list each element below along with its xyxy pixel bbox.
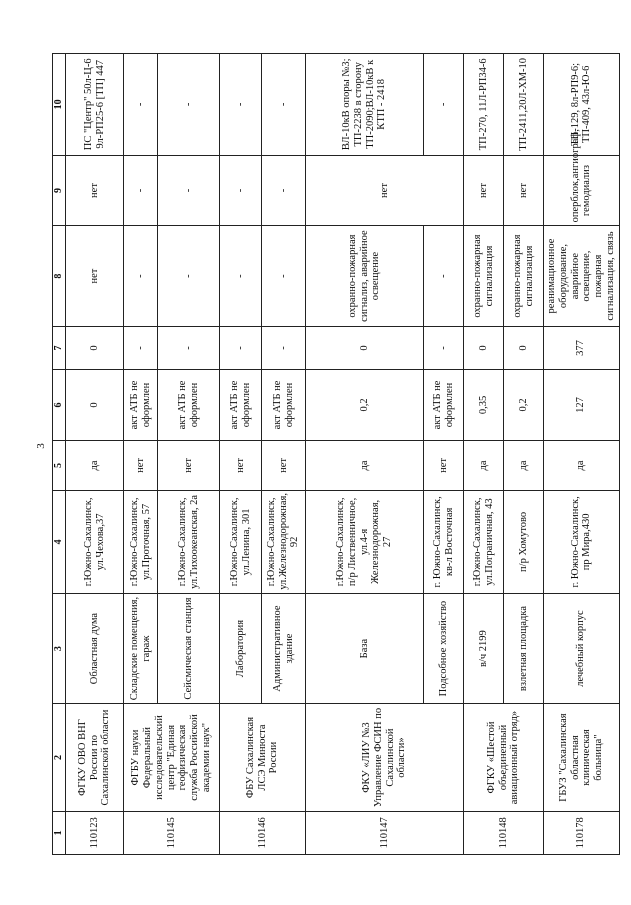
col-header: 6 xyxy=(53,370,66,441)
cell: - xyxy=(158,54,220,156)
cell: - xyxy=(158,326,220,369)
cell: ГБУЗ "Сахалинская областная клиническая больница" xyxy=(544,704,620,811)
cell: акт АТБ не оформлен xyxy=(158,370,220,441)
cell: - xyxy=(158,226,220,326)
cell: п/р Хомутово xyxy=(504,491,544,594)
cell: - xyxy=(262,226,306,326)
cell: Сейсмическая станция xyxy=(158,593,220,704)
cell: г.Южно-Сахалинск, ул.Пограничная, 43 xyxy=(464,491,504,594)
cell: да xyxy=(66,440,124,490)
cell: - xyxy=(124,226,158,326)
cell: да xyxy=(306,440,424,490)
cell: охранно-пожарная сигнализация xyxy=(464,226,504,326)
cell: Лаборатория xyxy=(220,593,262,704)
col-header: 4 xyxy=(53,491,66,594)
cell: ФБУ Сахалинская ЛСЭ Минюста России xyxy=(220,704,306,811)
cell: 0 xyxy=(66,370,124,441)
cell: 0,35 xyxy=(464,370,504,441)
cell: - xyxy=(124,155,158,226)
table-row xyxy=(66,54,124,855)
cell: в/ч 2199 xyxy=(464,593,504,704)
cell: нет xyxy=(504,155,544,226)
registry-table xyxy=(52,53,620,855)
cell: 127 xyxy=(544,370,620,441)
cell: - xyxy=(424,326,464,369)
cell: г. Южно-Сахалинск, пр Мира,430 xyxy=(544,491,620,594)
cell: акт АТБ не оформлен xyxy=(220,370,262,441)
cell: ТП-129, 8л-РП9-6; ТП-409, 43л-Ю-6 xyxy=(544,54,620,156)
cell: Административное здание xyxy=(262,593,306,704)
cell: да xyxy=(544,440,620,490)
cell: г.Южно-Сахалинск, ул.Проточная, 57 xyxy=(124,491,158,594)
cell: 377 xyxy=(544,326,620,369)
cell: - xyxy=(424,54,464,156)
table-row xyxy=(464,54,504,855)
col-header: 8 xyxy=(53,226,66,326)
cell: - xyxy=(262,54,306,156)
cell: База xyxy=(306,593,424,704)
cell: 110146 xyxy=(220,811,306,854)
col-header: 3 xyxy=(53,593,66,704)
cell: 0,2 xyxy=(306,370,424,441)
cell: ПС "Центр" 50л-Ц-6 9л-РП25-6 [ТП] 447 xyxy=(66,54,124,156)
col-header: 5 xyxy=(53,440,66,490)
cell: г.Южно-Сахалинск, ул.Железнодорожная, 92 xyxy=(262,491,306,594)
cell: взлетная площадка xyxy=(504,593,544,704)
cell: ТП-270, 11Л-РП34-6 xyxy=(464,54,504,156)
cell: ФГБУ науки Федеральный исследовательский центр "Единая геофизическая служба Российской академии наук" xyxy=(124,704,220,811)
cell: г.Южно-Сахалинск, п/р Лиственничное, ул.4-я Железнодорожная, 27 xyxy=(306,491,424,594)
cell: г.Южно-Сахалинск, ул.Тихоокеанская, 2а xyxy=(158,491,220,594)
cell: Складские помещения, гараж xyxy=(124,593,158,704)
cell: 0 xyxy=(66,326,124,369)
cell: Подсобное хозяйство xyxy=(424,593,464,704)
cell: 110178 xyxy=(544,811,620,854)
cell: оперблок,ангиограф, гемодиализ xyxy=(544,155,620,226)
col-header: 7 xyxy=(53,326,66,369)
cell: - xyxy=(124,54,158,156)
cell: нет xyxy=(158,440,220,490)
cell: нет xyxy=(262,440,306,490)
table-row xyxy=(544,54,620,855)
cell: акт АТБ не оформлен xyxy=(424,370,464,441)
cell: охранно-пожарная сигнализ, аварийное освещение xyxy=(306,226,424,326)
header-row xyxy=(53,54,66,855)
cell: 110123 xyxy=(66,811,124,854)
cell: акт АТБ не оформлен xyxy=(262,370,306,441)
cell: 110145 xyxy=(124,811,220,854)
cell: нет xyxy=(464,155,504,226)
cell: лечебный корпус xyxy=(544,593,620,704)
cell: Областная дума xyxy=(66,593,124,704)
cell: - xyxy=(424,226,464,326)
rotated-table-container xyxy=(52,53,616,855)
cell: нет xyxy=(424,440,464,490)
cell: ФГКУ ОВО ВНГ России по Сахалинской области xyxy=(66,704,124,811)
cell: ТП-2411,20Л-ХМ-10 xyxy=(504,54,544,156)
col-header: 1 xyxy=(53,811,66,854)
cell: 110148 xyxy=(464,811,544,854)
cell: охранно-пожарная сигнализация xyxy=(504,226,544,326)
cell: 0 xyxy=(306,326,424,369)
cell: нет xyxy=(220,440,262,490)
cell: нет xyxy=(124,440,158,490)
col-header: 9 xyxy=(53,155,66,226)
cell: реанимационное оборудование, аварийное освещение, пожарная сигнализация, связь xyxy=(544,226,620,326)
table-row xyxy=(220,54,262,855)
table-row xyxy=(306,54,424,855)
cell: нет xyxy=(66,226,124,326)
cell: - xyxy=(220,326,262,369)
cell: - xyxy=(124,326,158,369)
col-header: 2 xyxy=(53,704,66,811)
cell: ФГКУ «Шестой объединенный авиационный отряд» xyxy=(464,704,544,811)
cell: - xyxy=(220,54,262,156)
cell: 0 xyxy=(504,326,544,369)
cell: 110147 xyxy=(306,811,464,854)
cell: да xyxy=(464,440,504,490)
cell: нет xyxy=(66,155,124,226)
cell: - xyxy=(262,155,306,226)
cell: 0,2 xyxy=(504,370,544,441)
cell: - xyxy=(262,326,306,369)
cell: г. Южно-Сахалинск, кв-л Восточная xyxy=(424,491,464,594)
cell: - xyxy=(220,226,262,326)
cell: г.Южно-Сахалинск, ул.Чехова,37 xyxy=(66,491,124,594)
cell: акт АТБ не оформлен xyxy=(124,370,158,441)
cell: ФКУ «ЛИУ №3 Управление ФСИН по Сахалинской области» xyxy=(306,704,464,811)
cell: нет xyxy=(306,155,464,226)
table-row xyxy=(124,54,158,855)
page-number: 3 xyxy=(34,443,47,449)
cell: 0 xyxy=(464,326,504,369)
cell: ВЛ-10кВ опоры №3; ТП-2238 в сторону ТП-2090;ВЛ-10кВ к КТП - 2418 xyxy=(306,54,424,156)
cell: да xyxy=(504,440,544,490)
cell: - xyxy=(220,155,262,226)
cell: г.Южно-Сахалинск, ул.Ленина, 301 xyxy=(220,491,262,594)
cell: - xyxy=(158,155,220,226)
col-header: 10 xyxy=(53,54,66,156)
